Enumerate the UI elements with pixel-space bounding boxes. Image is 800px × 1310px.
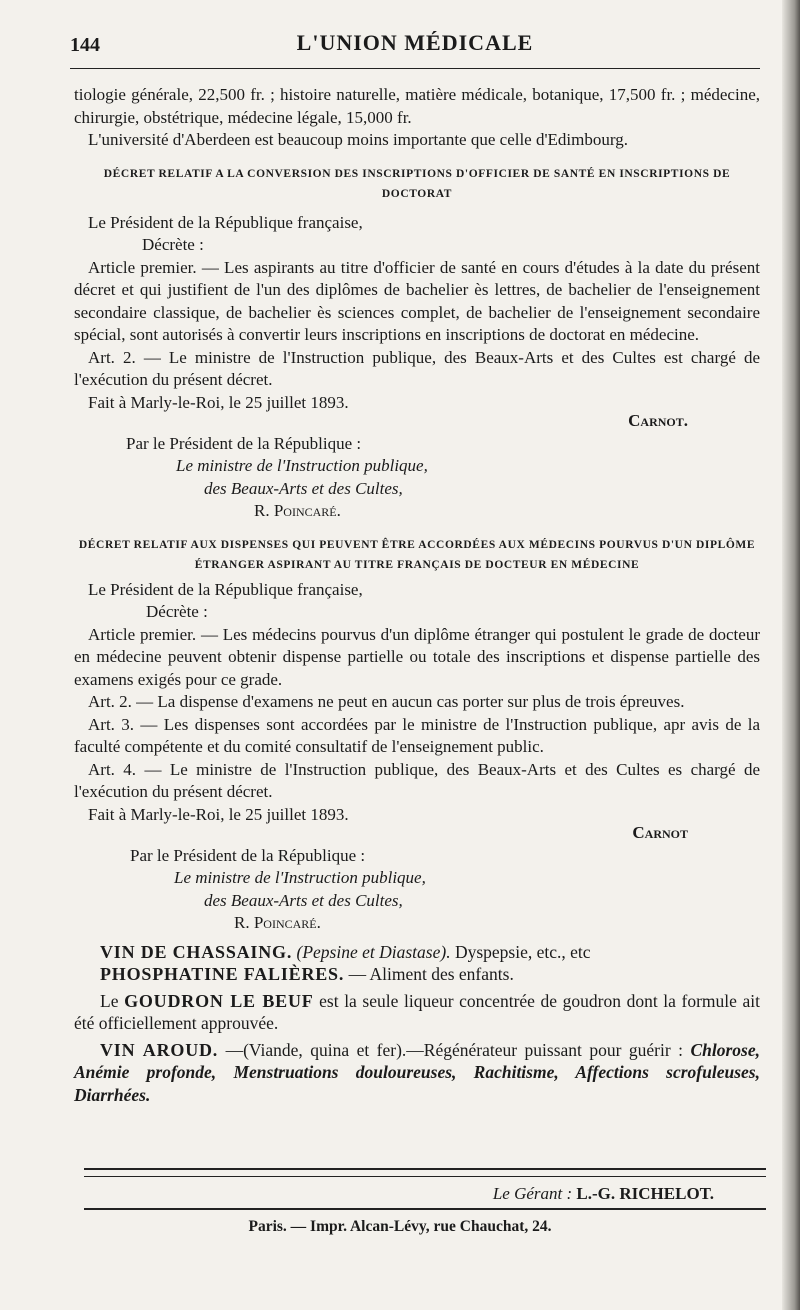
page-edge-shadow (782, 0, 800, 1310)
ad-goudron-text: est la seule liqueur concentrée de goudron dont la formule ait été officiellement approuvée. (74, 990, 760, 1033)
decree1-minister-name: R. Poincaré. (254, 501, 341, 520)
decree2-title: DÉCRET RELATIF AUX DISPENSES QUI PEUVENT ÊTRE ACCORDÉES AUX MÉDECINS POURVUS D'UN DIPLÔME ÉTRANGER ASPIRANT AU TITRE FRANÇAIS DE DOCTEUR EN MÉDECINE (78, 538, 756, 571)
gerant-line (493, 1184, 714, 1204)
intro-salaries: tiologie générale, 22,500 fr. ; histoire naturelle, matière médicale, botanique, 17,500 fr. ; médecine, chirurgie, obstétrique, médecine légale, 15,000 fr. (74, 85, 760, 127)
ad-vin-chassaing-sub: (Pepsine et Diastase). (296, 941, 451, 962)
ad-goudron (74, 990, 760, 1035)
decree2-minister-title-2: des Beaux-Arts et des Cultes, (204, 890, 403, 910)
decree2-article1: Article premier. — Les médecins pourvus d'un diplôme étranger qui postulent le grade de docteur en médecine peuvent obtenir dispense partielle ou totale des inscriptions et dispense partielle des examens exigés pour ce grade. (74, 624, 760, 689)
ad-phosphatine-name: PHOSPHATINE FALIÈRES. (100, 964, 345, 984)
decree2-president: Le Président de la République française, (88, 579, 363, 599)
ad-goudron-name: GOUDRON LE BEUF (124, 990, 314, 1011)
printer-imprint: Paris. — Impr. Alcan-Lévy, rue Chauchat, 24. (248, 1218, 552, 1235)
ad-phosphatine (74, 963, 760, 986)
running-title: L'UNION MÉDICALE (296, 30, 534, 55)
decree1-article2: Art. 2. — Le ministre de l'Instruction publique, des Beaux-Arts et des Cultes est chargé de l'exécution du présent décret. (74, 347, 760, 389)
gerant-name: L.-G. RICHELOT. (576, 1184, 714, 1203)
ad-vin-aroud-name: VIN AROUD. (100, 1039, 219, 1060)
decree2-minister-title-1: Le ministre de l'Instruction publique, (174, 868, 426, 887)
decree2-article4: Art. 4. — Le ministre de l'Instruction publique, des Beaux-Arts et des Cultes es chargé de l'exécution du présent décret. (74, 759, 760, 801)
intro-aberdeen: L'université d'Aberdeen est beaucoup moins importante que celle d'Edimbourg. (88, 130, 628, 149)
ad-phosphatine-text: — Aliment des enfants. (348, 964, 514, 984)
decree2-article3: Art. 3. — Les dispenses sont accordées par le ministre de l'Instruction publique, apr avis de la faculté compétente et du comité consultatif de l'enseignement public. (74, 714, 760, 756)
ad-vin-chassaing (74, 941, 760, 964)
decree1-article1: Article premier. — Les aspirants au titre d'officier de santé en cours d'études à la date du présent décret et qui justifient de l'un des diplômes de bachelier ès lettres, de bachelier de l'enseignement secondaire classique, de bachelier ès sciences complet, de bachelier de l'enseignement secondaire spécial, sont autorisés à convertir leurs inscriptions en inscriptions de doctorat en médecine. (74, 257, 760, 344)
ad-vin-aroud (74, 1039, 760, 1107)
decree1-done: Fait à Marly-le-Roi, le 25 juillet 1893. (88, 392, 349, 412)
decree2-by: Par le Président de la République : (130, 845, 366, 865)
page-header (70, 26, 760, 70)
decree1-title: DÉCRET RELATIF A LA CONVERSION DES INSCRIPTIONS D'OFFICIER DE SANTÉ EN INSCRIPTIONS DE DOCTORAT (103, 167, 731, 200)
decree2-done: Fait à Marly-le-Roi, le 25 juillet 1893. (88, 804, 349, 824)
footer-rule (84, 1208, 766, 1210)
ad-vin-chassaing-name: VIN DE CHASSAING. (100, 941, 293, 962)
decree1-signature: Carnot. (628, 411, 688, 430)
decree2-minister-name: R. Poincaré. (234, 913, 321, 932)
ad-goudron-pre: Le (100, 990, 119, 1011)
decree1-decrete: Décrète : (142, 235, 204, 254)
ad-vin-aroud-text: —(Viande, quina et fer).—Régénérateur puissant pour guérir : (225, 1039, 684, 1060)
footer-double-rule (84, 1168, 766, 1177)
decree2-decrete: Décrète : (146, 602, 208, 621)
decree2-signature: Carnot (632, 823, 688, 842)
decree1-minister-title-2: des Beaux-Arts et des Cultes, (204, 478, 403, 498)
decree1-minister-title-1: Le ministre de l'Instruction publique, (176, 456, 428, 475)
header-rule (70, 68, 760, 69)
decree1-president: Le Président de la République française, (88, 212, 363, 232)
page-number: 144 (70, 34, 100, 56)
page-body (74, 84, 760, 1106)
decree1-by: Par le Président de la République : (126, 433, 362, 453)
ad-vin-aroud-conditions: Chlorose, Anémie profonde, Menstruations douloureuses, Rachitisme, Affections scrofuleuses, Diarrhées. (74, 1039, 761, 1105)
decree2-article2: Art. 2. — La dispense d'examens ne peut en aucun cas porter sur plus de trois épreuves. (88, 692, 685, 711)
gerant-label: Le Gérant : (492, 1184, 573, 1203)
ad-vin-chassaing-text: Dyspepsie, etc., etc (454, 941, 591, 962)
